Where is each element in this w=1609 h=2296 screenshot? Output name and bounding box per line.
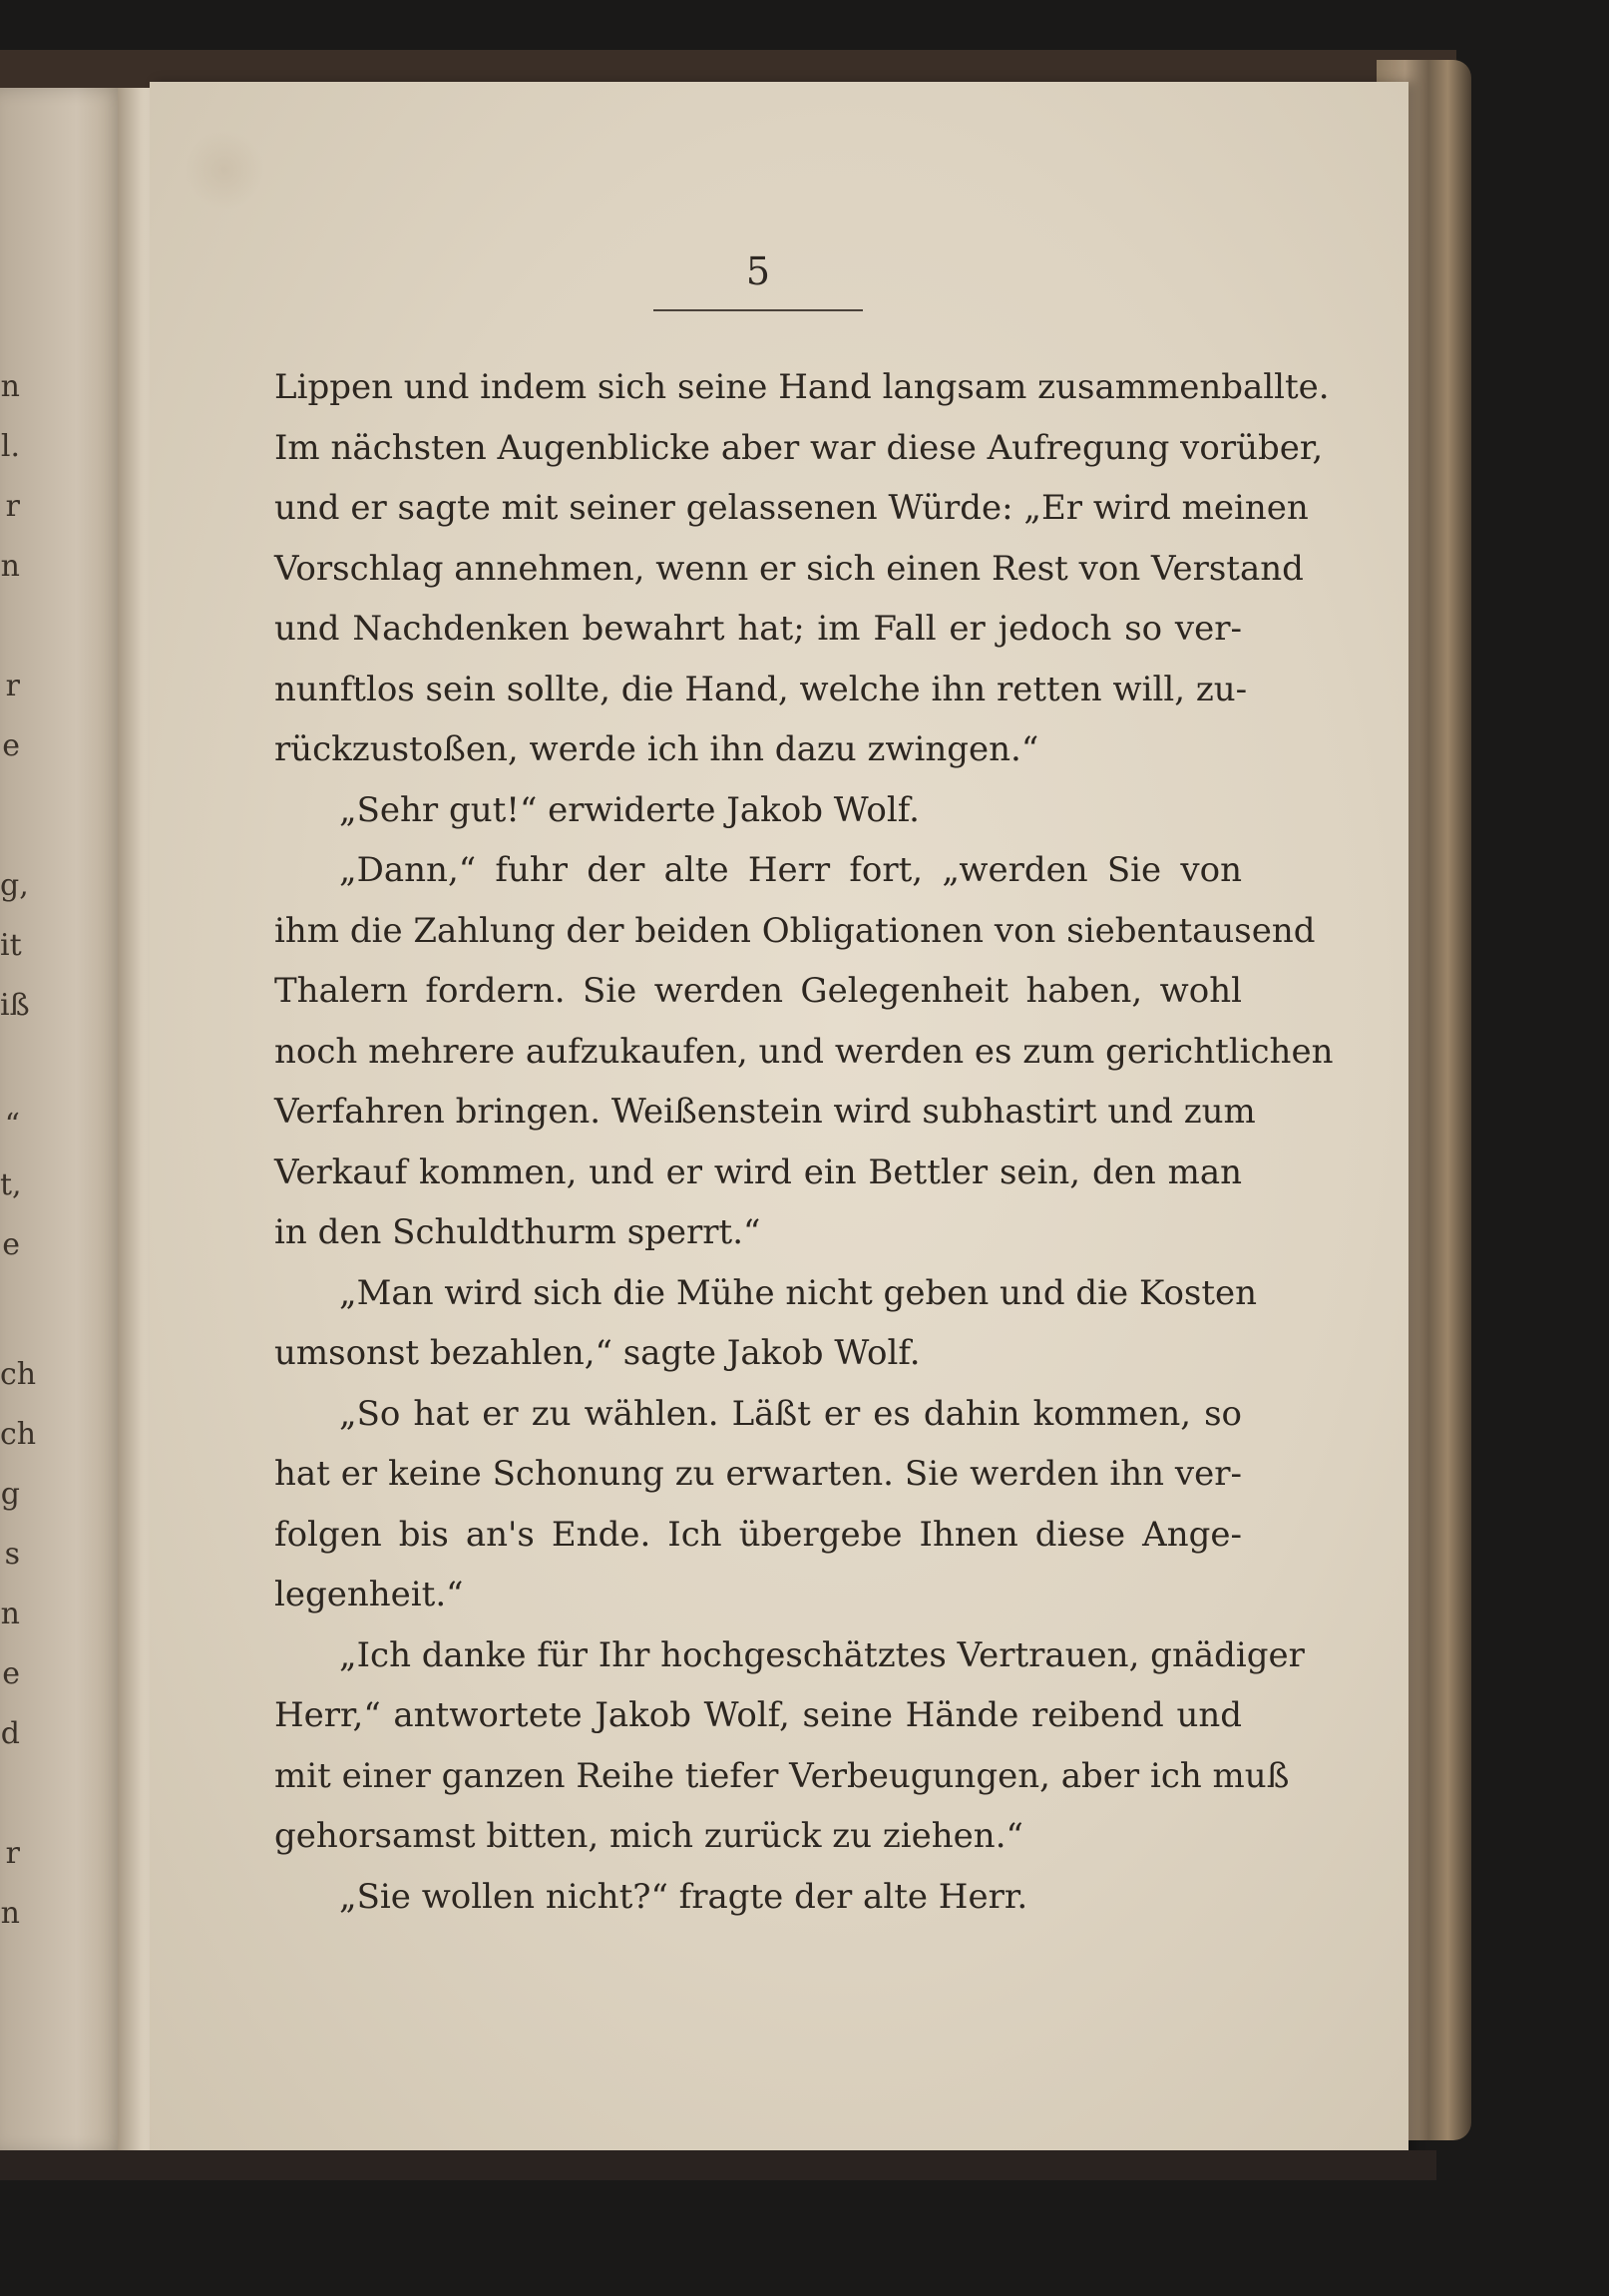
left-page-fragment: n (0, 549, 20, 584)
text-line: Thalern fordern. Sie werden Gelegenheit haben, wohl (274, 971, 1242, 1011)
text-line: in den Schuldthurm sperrt.“ (274, 1212, 761, 1252)
left-page-fragment: ch (0, 1417, 37, 1452)
left-page-fragment: it (0, 928, 22, 963)
text-line: Im nächsten Augenblicke aber war diese Aufregung vorüber, (274, 427, 1324, 468)
text-line: noch mehrere aufzukaufen, und werden es zum gerichtlichen (274, 1031, 1334, 1072)
text-line: Herr,“ antwortete Jakob Wolf, seine Hände reibend und (274, 1695, 1242, 1735)
book-cover-bottom-edge (0, 2150, 1436, 2180)
page-number: 5 (745, 249, 771, 293)
left-page-fragment: r (5, 489, 20, 524)
text-line: „Sie wollen nicht?“ fragte der alte Herr. (339, 1876, 1028, 1917)
text-line: „Ich danke für Ihr hochgeschätztes Vertrauen, gnädiger (339, 1634, 1305, 1675)
left-page-fragment: t, (0, 1167, 22, 1202)
text-line: Vorschlag annehmen, wenn er sich einen Rest von Verstand (274, 548, 1304, 589)
text-line: nunftlos sein sollte, die Hand, welche ihn retten will, zu- (274, 669, 1248, 709)
left-page-fragment: g (0, 1477, 20, 1512)
left-page-fragment: s (4, 1537, 20, 1572)
text-line: Verkauf kommen, und er wird ein Bettler sein, den man (274, 1151, 1242, 1192)
text-line: „Sehr gut!“ erwiderte Jakob Wolf. (339, 789, 920, 830)
text-line: Lippen und indem sich seine Hand langsam zusammenballte. (274, 367, 1330, 407)
left-page-fragment: e (2, 1656, 20, 1691)
left-page-fragment: g, (0, 868, 29, 903)
text-line: „Dann,“ fuhr der alte Herr fort, „werden Sie von (339, 850, 1242, 890)
text-line: gehorsamst bitten, mich zurück zu ziehen.“ (274, 1816, 1023, 1856)
left-page-fragment: r (5, 669, 20, 703)
left-facing-page (0, 88, 128, 2153)
left-page-fragment: n (0, 369, 20, 404)
text-line: umsonst bezahlen,“ sagte Jakob Wolf. (274, 1333, 921, 1373)
header-rule (653, 309, 863, 311)
text-line: hat er keine Schonung zu erwarten. Sie werden ihn ver- (274, 1454, 1242, 1494)
left-page-fragment: r (5, 1836, 20, 1871)
page-body-text (274, 357, 1334, 1927)
left-page-fragment: ch (0, 1357, 37, 1392)
left-page-fragment: “ (4, 1108, 20, 1143)
text-line: rückzustoßen, werde ich ihn dazu zwingen.“ (274, 729, 1039, 769)
left-page-fragment: iß (0, 988, 30, 1023)
text-line: „Man wird sich die Mühe nicht geben und die Kosten (339, 1272, 1258, 1313)
left-page-fragment: l. (0, 429, 20, 464)
left-page-fragment: n (0, 1597, 20, 1631)
left-page-fragment: e (2, 1227, 20, 1262)
text-line: ihm die Zahlung der beiden Obligationen von siebentausend (274, 910, 1316, 951)
left-page-fragment: n (0, 1896, 20, 1931)
text-line: und er sagte mit seiner gelassenen Würde: „Er wird meinen (274, 488, 1309, 528)
text-line: mit einer ganzen Reihe tiefer Verbeugungen, aber ich muß (274, 1755, 1290, 1796)
left-page-fragment: d (0, 1716, 20, 1751)
left-page-fragment: e (2, 728, 20, 763)
text-line: legenheit.“ (274, 1575, 464, 1614)
text-line: und Nachdenken bewahrt hat; im Fall er jedoch so ver- (274, 609, 1242, 649)
text-line: Verfahren bringen. Weißenstein wird subhastirt und zum (274, 1092, 1256, 1132)
text-line: „So hat er zu wählen. Läßt er es dahin kommen, so (339, 1393, 1242, 1434)
text-line: folgen bis an's Ende. Ich übergebe Ihnen diese Ange- (274, 1514, 1242, 1555)
paper-stain (185, 130, 264, 210)
